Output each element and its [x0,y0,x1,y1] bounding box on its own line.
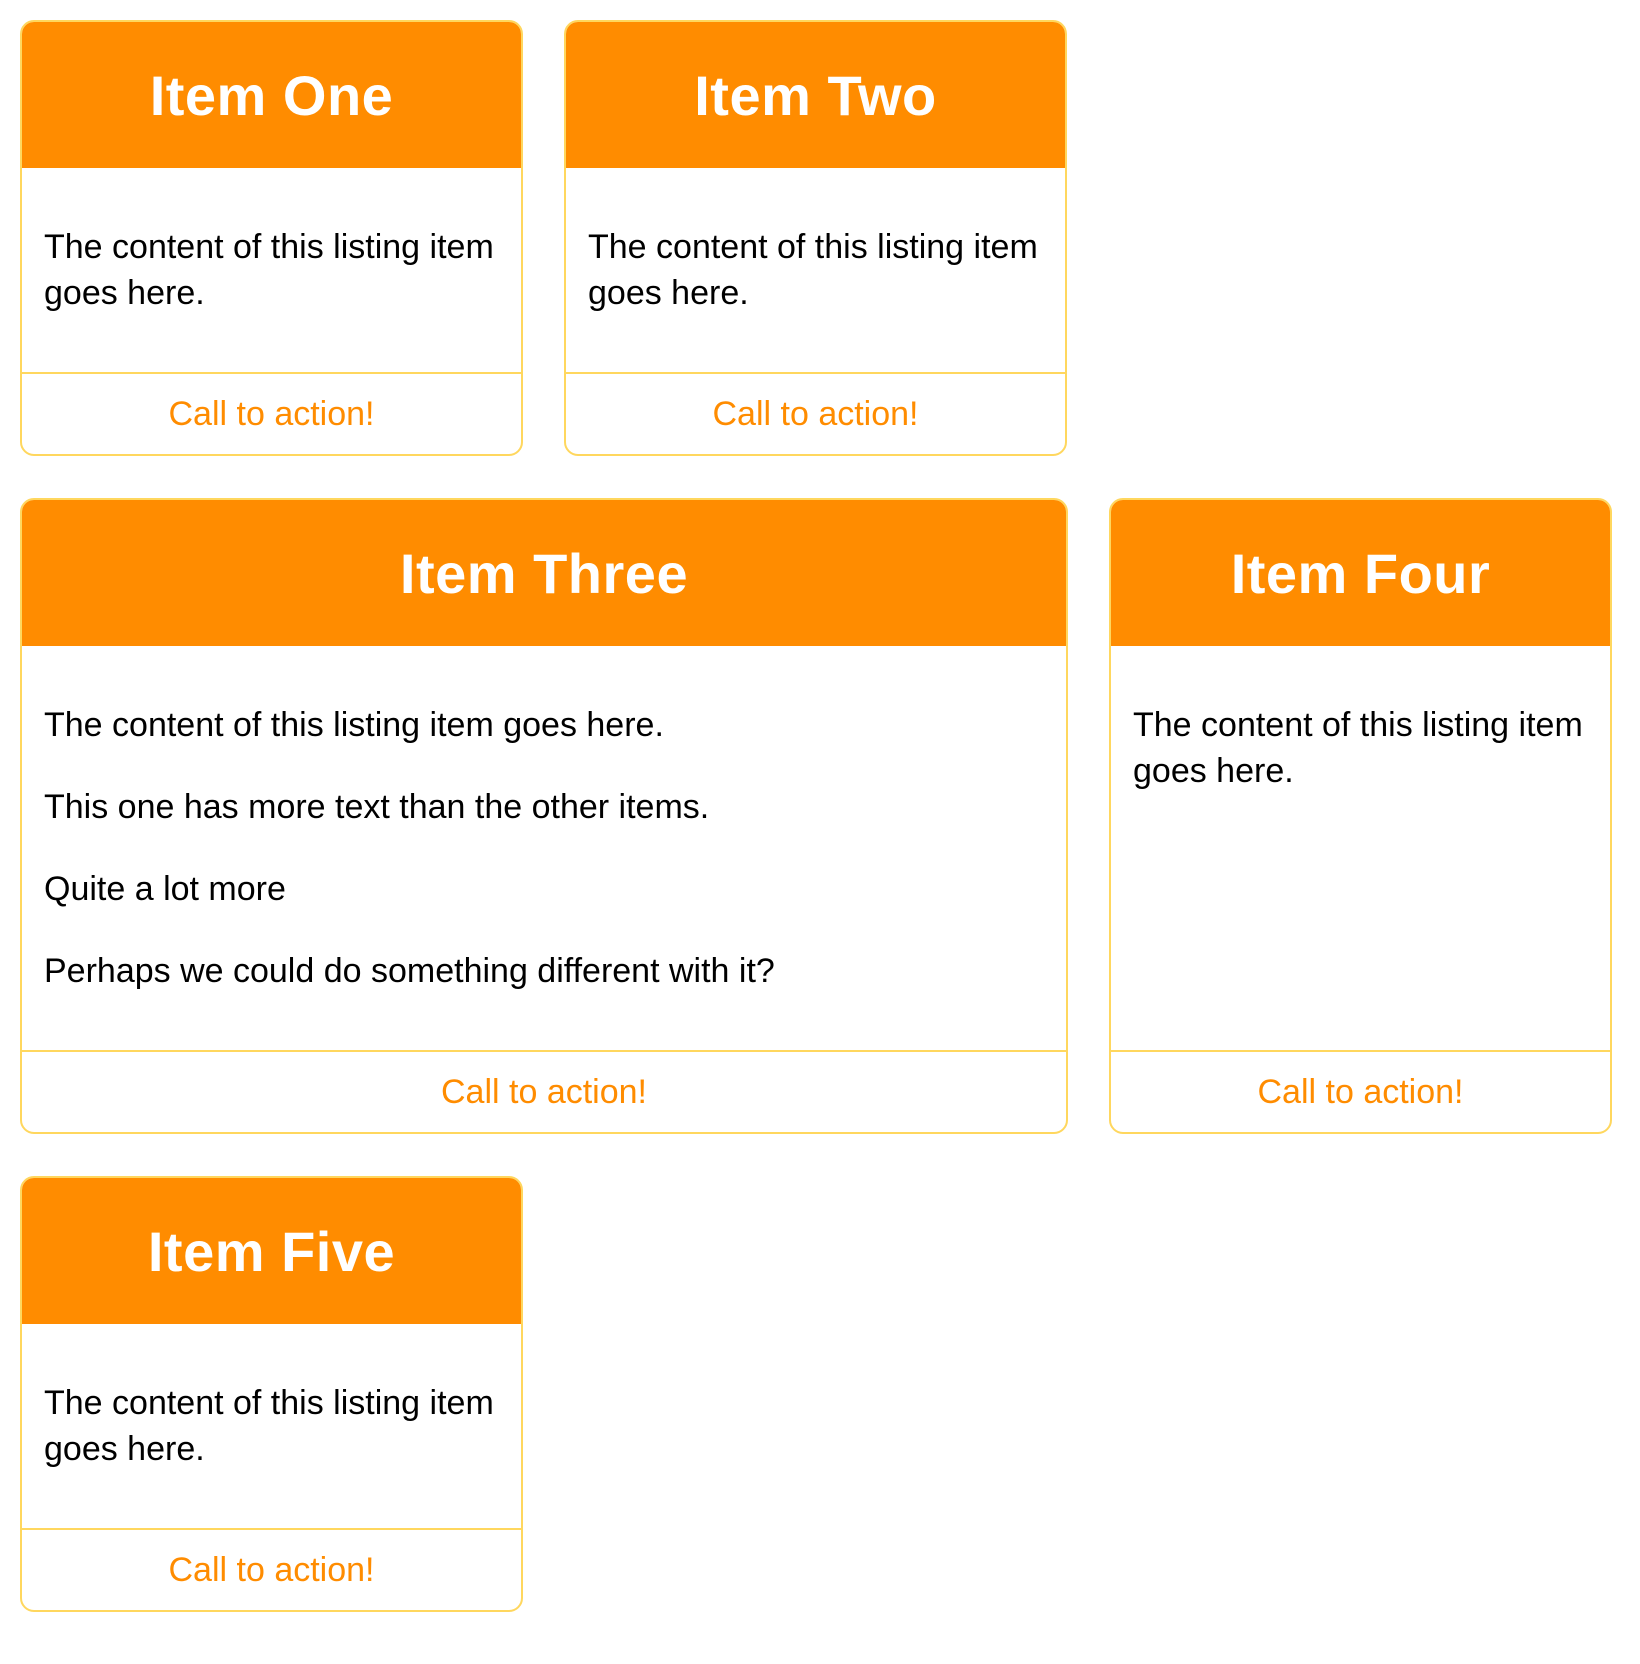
call-to-action-link[interactable]: Call to action! [441,1073,647,1111]
card-title: Item Four [1230,541,1491,605]
card-body [1111,646,1610,1050]
call-to-action-link[interactable]: Call to action! [1257,1073,1464,1111]
card-footer [22,372,521,454]
card-footer [22,1528,521,1610]
card-footer [1111,1050,1610,1132]
card-title: Item Five [147,1219,396,1283]
card-paragraph: The content of this listing item goes here. [44,706,664,744]
card-paragraph: The content of this listing item goes here. [588,228,1038,312]
card-header [1111,500,1610,646]
card-title: Item Three [399,541,689,605]
call-to-action-link[interactable]: Call to action! [168,1551,375,1589]
card-paragraph: The content of this listing item goes here. [44,1384,494,1468]
card-paragraph: This one has more text than the other items. [44,788,710,826]
card-body [22,168,521,372]
card-body [22,1324,521,1528]
listing-item-five [20,1176,523,1612]
card-title: Item One [149,63,394,127]
call-to-action-link[interactable]: Call to action! [168,395,375,433]
listing-item-one [20,20,523,456]
card-header [22,500,1066,646]
card-paragraph: The content of this listing item goes here. [1133,706,1583,790]
listing-item-four [1109,498,1612,1134]
card-footer [566,372,1065,454]
card-paragraph: Perhaps we could do something different with it? [44,952,775,990]
card-paragraph: Quite a lot more [44,870,286,908]
card-footer [22,1050,1066,1132]
card-body [566,168,1065,372]
listing-item-three [20,498,1068,1134]
card-title: Item Two [694,63,937,127]
card-body [22,646,1066,1050]
call-to-action-link[interactable]: Call to action! [712,395,919,433]
listing-item-two [564,20,1067,456]
card-header [566,22,1065,168]
card-header [22,1178,521,1324]
card-paragraph: The content of this listing item goes here. [44,228,494,312]
card-header [22,22,521,168]
